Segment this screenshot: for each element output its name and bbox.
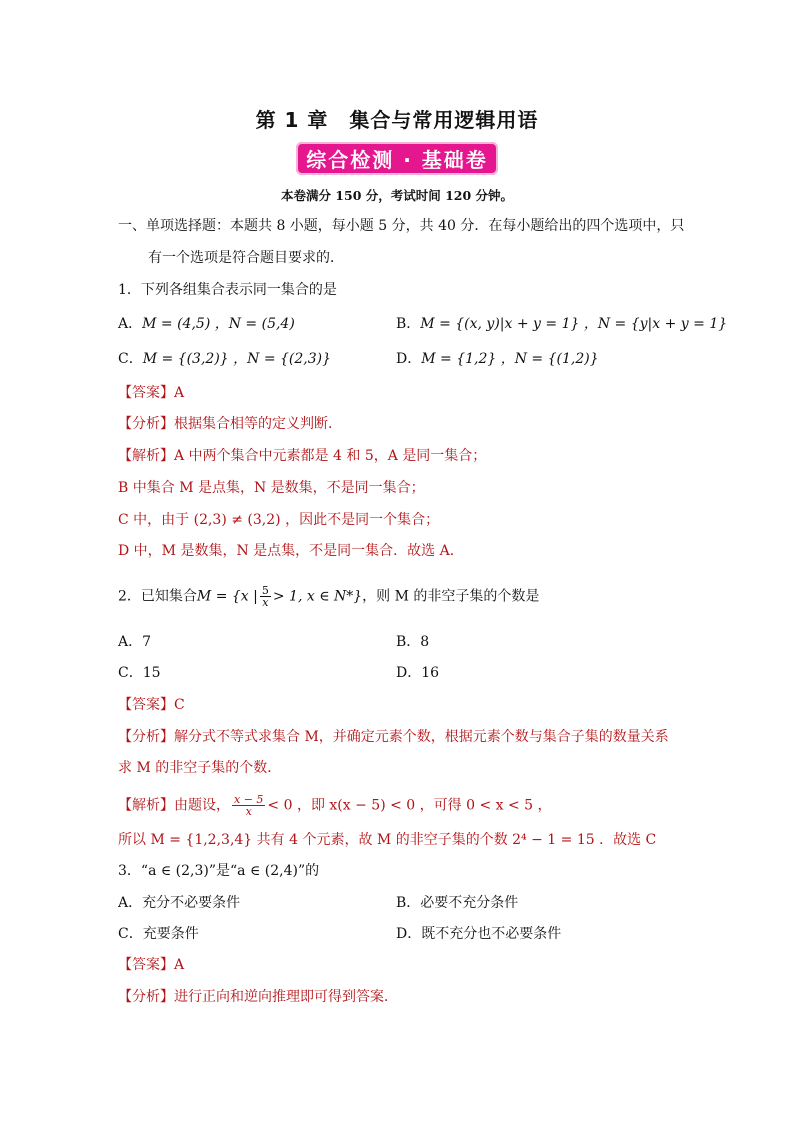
chapter-title: 第 1 章 集合与常用逻辑用语 <box>255 108 539 132</box>
q2-solution-2: 所以 M = {1,2,3,4} 共有 4 个元素，故 M 的非空子集的个数 2⁴ − 1 = 15 ．故选 C <box>118 832 657 848</box>
q2-analysis-tag: 【分析】 <box>118 729 174 745</box>
question-2-stem <box>118 585 539 608</box>
q1-option-b-label: B． <box>396 316 421 332</box>
q1-option-a-label: A． <box>118 316 143 332</box>
q3-analysis <box>118 987 398 1007</box>
q1-solution-tag: 【解析】 <box>118 448 174 464</box>
q1-option-a-math: M = (4,5) ，N = (5,4) <box>142 316 295 332</box>
q2-analysis-1 <box>118 727 669 747</box>
q2-sol-frac-denominator: x <box>245 805 252 818</box>
q2-stem-math-left: M = {x | <box>196 588 258 605</box>
q2-solution-post: < 0 ，即 x(x − 5) < 0 ，可得 0 < x < 5 ， <box>267 797 552 814</box>
q2-analysis-text-1: 解分式不等式求集合 M，并确定元素个数，根据元素个数与集合子集的数量关系 <box>174 729 669 745</box>
q3-option-b: B．必要不充分条件 <box>396 895 519 911</box>
q2-frac-numerator: 5 <box>261 584 269 597</box>
q1-solution-text-1: A 中两个集合中元素都是 4 和 5，A 是同一集合； <box>174 448 487 464</box>
q1-option-b <box>396 314 727 334</box>
q2-stem-fraction <box>260 585 271 608</box>
q1-solution-2: B 中集合 M 是点集，N 是数集，不是同一集合； <box>118 480 425 496</box>
exam-info: 本卷满分 150 分，考试时间 120 分钟。 <box>280 188 514 203</box>
q1-option-c-label: C． <box>118 351 143 367</box>
q2-stem-math-right: > 1, x ∈ N*} <box>272 588 363 605</box>
q3-answer-value: A <box>174 957 185 973</box>
q2-frac-denominator: x <box>262 596 269 609</box>
q1-analysis <box>118 414 342 434</box>
q1-option-d-label: D． <box>396 351 422 367</box>
q3-analysis-text: 进行正向和逆向推理即可得到答案． <box>174 989 398 1005</box>
q2-option-c: C．15 <box>118 665 161 681</box>
q2-stem-prefix: 2．已知集合 <box>118 588 197 605</box>
q1-solution-1 <box>118 446 486 466</box>
q2-answer-tag: 【答案】 <box>118 697 174 713</box>
exam-type-banner: 综合检测 · 基础卷 <box>296 142 498 175</box>
section-heading-line1: 一、单项选择题：本题共 8 小题，每小题 5 分，共 40 分．在每小题给出的四个选项中，只 <box>118 218 685 234</box>
section-heading-line2: 有一个选项是符合题目要求的． <box>148 250 344 266</box>
q1-answer-value: A <box>174 385 185 401</box>
q2-stem-suffix: ，则 M 的非空子集的个数是 <box>362 588 540 605</box>
q2-option-b: B．8 <box>396 634 430 650</box>
q3-option-a: A．充分不必要条件 <box>118 895 241 911</box>
q1-option-d <box>396 349 599 369</box>
q1-answer-tag: 【答案】 <box>118 385 174 401</box>
q1-solution-3: C 中，由于 (2,3) ≠ (3,2) ，因此不是同一个集合； <box>118 512 440 528</box>
q2-analysis-2: 求 M 的非空子集的个数． <box>118 760 282 776</box>
q3-option-c: C．充要条件 <box>118 926 199 942</box>
q2-solution-tag: 【解析】 <box>118 797 174 814</box>
q1-option-b-math: M = {(x, y)|x + y = 1} ，N = {y|x + y = 1} <box>420 316 728 332</box>
q1-option-d-math: M = {1,2} ，N = {(1,2)} <box>421 351 599 367</box>
q3-analysis-tag: 【分析】 <box>118 989 174 1005</box>
q2-option-d: D．16 <box>396 665 440 681</box>
q1-answer <box>118 383 184 403</box>
q1-option-a <box>118 314 295 334</box>
q1-option-c <box>118 349 331 369</box>
q2-solution-1 <box>118 794 552 817</box>
q3-option-d: D．既不充分也不必要条件 <box>396 926 562 942</box>
q2-option-a: A．7 <box>118 634 152 650</box>
q1-solution-4: D 中，M 是数集，N 是点集，不是同一集合．故选 A． <box>118 543 464 559</box>
q2-answer-value: C <box>174 697 185 713</box>
q2-answer <box>118 695 185 715</box>
q1-analysis-text: 根据集合相等的定义判断． <box>174 416 342 432</box>
question-1-stem: 1．下列各组集合表示同一集合的是 <box>118 282 337 298</box>
banner-container <box>0 142 794 175</box>
q1-option-c-math: M = {(3,2)} ，N = {(2,3)} <box>142 351 332 367</box>
q3-answer <box>118 955 184 975</box>
q3-answer-tag: 【答案】 <box>118 957 174 973</box>
q2-solution-fraction <box>232 794 265 817</box>
q1-analysis-tag: 【分析】 <box>118 416 174 432</box>
q2-sol-frac-numerator: x − 5 <box>234 793 264 806</box>
question-3-stem: 3．“a ∈ (2,3)”是“a ∈ (2,4)”的 <box>118 863 320 879</box>
q2-solution-pre: 由题设， <box>174 797 230 814</box>
